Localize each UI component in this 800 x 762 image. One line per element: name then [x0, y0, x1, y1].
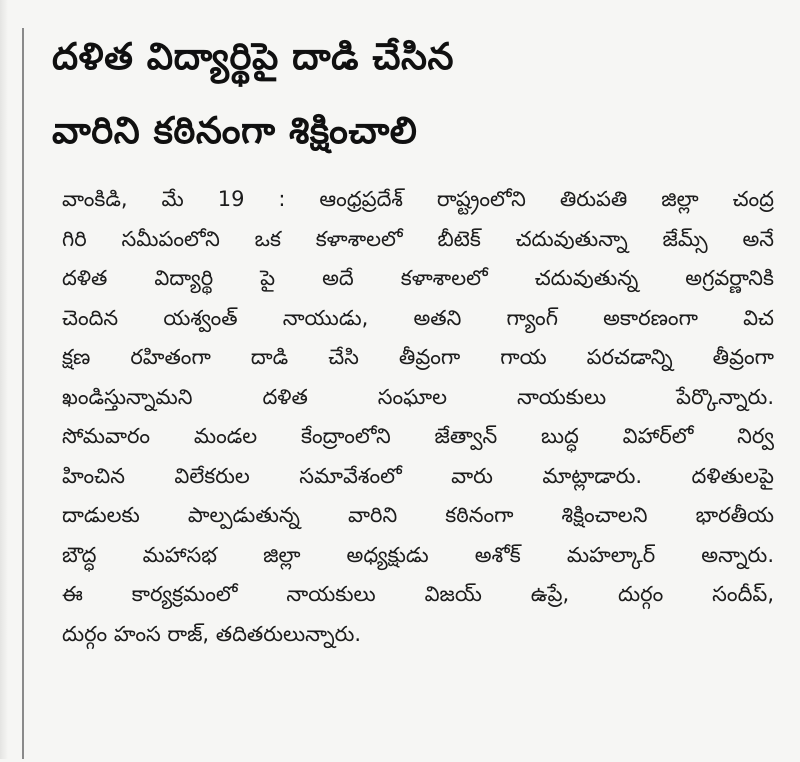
cutoff-heading-fragment: [62, 746, 562, 762]
body-line: ఖండిస్తున్నామని దళిత సంఘాల నాయకులు పేర్కొన్నారు.: [62, 384, 774, 409]
article-body: [62, 180, 774, 654]
body-line: గిరి సమీపంలోని ఒక కళాశాలలో బీటెక్ చదువుతున్నా జేమ్స్ అనే: [62, 226, 774, 251]
next-article-heading-cutoff: [62, 742, 562, 762]
body-line: దాడులకు పాల్పడుతున్న వారిని కఠినంగా శిక్షించాలని భారతీయ: [62, 503, 774, 527]
body-line: చెందిన యశ్వంత్ నాయుడు, అతని గ్యాంగ్ అకారణంగా విచ: [62, 305, 774, 330]
body-line: హించిన విలేకరుల సమావేశంలో వారు మాట్లాడారు. దళితులపై: [62, 463, 774, 488]
body-line: ఈ కార్యక్రమంలో నాయకులు విజయ్ ఉప్రే, దుర్గం సందీప్,: [62, 582, 774, 606]
body-line: దుర్గం హంస రాజ్, తదితరులున్నారు.: [62, 621, 362, 646]
body-line: క్షణ రహితంగా దాడి చేసి తీవ్రంగా గాయ పరచడాన్ని తీవ్రంగా: [62, 345, 774, 369]
page-edge-shadow: [0, 0, 8, 759]
body-line: దళిత విద్యార్థి పై అదే కళాశాలలో చదువుతున్న అగ్రవర్ణానికి: [62, 266, 774, 290]
body-line: బౌద్ధ మహాసభ జిల్లా అధ్యక్షుడు అశోక్ మహల్కార్ అన్నారు.: [62, 542, 774, 567]
headline-line-1: దళిత విద్యార్థిపై దాడి చేసిన: [52, 35, 454, 78]
article-headline: [52, 20, 782, 168]
body-line: వాంకిడి, మే 19 : ఆంధ్రప్రదేశ్ రాష్ట్రంలోని తిరుపతి జిల్లా చంద్ర: [62, 187, 774, 211]
headline-line-2: వారిని కఠినంగా శిక్షించాలి: [52, 109, 418, 152]
column-divider: [22, 28, 24, 759]
body-line: సోమవారం మండల కేంద్రాంలోని జేత్వాన్ బుద్ధ విహార్‌లో నిర్వ: [62, 424, 774, 448]
